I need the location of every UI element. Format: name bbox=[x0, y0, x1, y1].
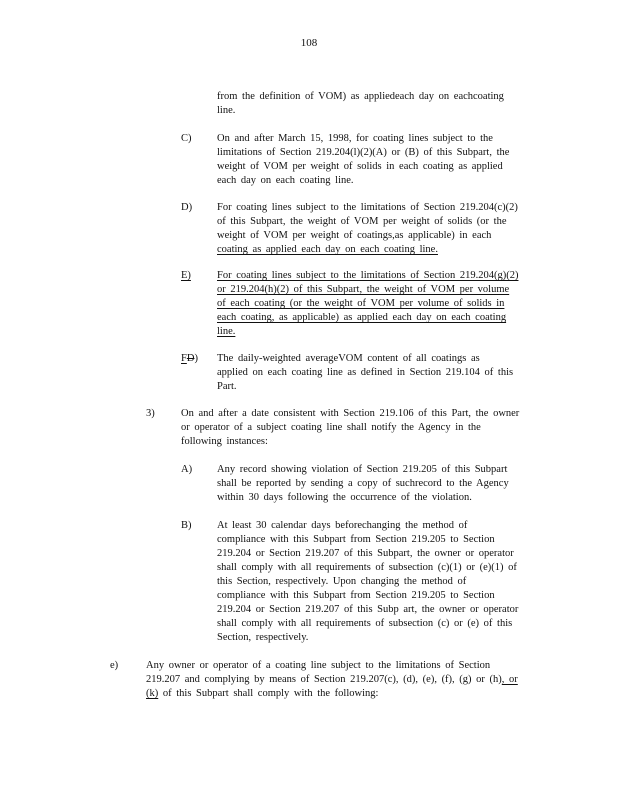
text-line: shall be reported by sending a copy of suchrecord to the Agency bbox=[217, 478, 509, 489]
text-line: The daily-weighted averageVOM content of all coatings as bbox=[217, 353, 480, 364]
text-line: following instances: bbox=[181, 436, 268, 447]
text-line: within 30 days following the occurrence of the violation. bbox=[217, 492, 472, 503]
text-line-underlined: or 219.204(h)(2) of this Subpart, the weight of VOM per volume bbox=[217, 284, 510, 295]
label-paren: ) bbox=[194, 353, 198, 364]
text-line: On and after March 15, 1998, for coating lines subject to the bbox=[217, 133, 493, 144]
text-line: At least 30 calendar days beforechanging the method of bbox=[217, 520, 468, 531]
continued-paragraph bbox=[217, 90, 504, 118]
item-label bbox=[181, 352, 198, 366]
text-run-underlined: , or bbox=[501, 674, 518, 685]
text-line: For coating lines subject to the limitations of Section 219.204(c)(2) bbox=[217, 202, 518, 213]
text-line: or operator of a subject coating line shall notify the Agency in the bbox=[181, 422, 481, 433]
item-text bbox=[217, 463, 509, 505]
item-label: B) bbox=[181, 520, 192, 531]
item-text bbox=[217, 132, 509, 188]
text-line: Part. bbox=[217, 381, 237, 392]
item-text bbox=[217, 352, 513, 394]
item-label: 3) bbox=[146, 408, 155, 419]
item-text bbox=[217, 519, 518, 645]
label-struck: D bbox=[186, 353, 195, 364]
label-inserted: F bbox=[181, 353, 187, 364]
text-line: compliance with this Subpart from Section 219.205 to Section bbox=[217, 534, 495, 545]
text-line: weight of VOM per weight of coatings,as applicable) in each bbox=[217, 230, 492, 241]
text-line: of this Subpart, the weight of VOM per weight of solids (or the bbox=[217, 216, 507, 227]
text-run: of this Subpart shall comply with the following: bbox=[158, 688, 379, 699]
item-label: A) bbox=[181, 464, 193, 475]
text-line: Section, respectively. bbox=[217, 632, 309, 643]
text-run: 219.207 and complying by means of Section 219.207(c), (d), (e), (f), (g) or (h) bbox=[146, 674, 502, 685]
text-line: shall comply with all requirements of subsection (c) or (e) of this bbox=[217, 618, 513, 629]
text-line-underlined: of each coating (or the weight of VOM per volume of solids in bbox=[217, 298, 505, 309]
item-text bbox=[217, 269, 518, 339]
text-line: On and after a date consistent with Section 219.106 of this Part, the owner bbox=[181, 408, 520, 419]
text-line: weight of VOM per weight of solids in each coating as applied bbox=[217, 161, 503, 172]
text-line: applied on each coating line as defined in Section 219.104 of this bbox=[217, 367, 514, 378]
text-line-underlined: line. bbox=[217, 326, 236, 337]
text-run-underlined: (k) bbox=[146, 688, 159, 699]
item-label: E) bbox=[181, 270, 191, 281]
text-line: this Section, respectively. Upon changing the method of bbox=[217, 576, 467, 587]
item-label: C) bbox=[181, 133, 192, 144]
text-line: from the definition of VOM) as appliedeach day on eachcoating bbox=[217, 91, 504, 102]
page-number: 108 bbox=[300, 37, 318, 49]
text-line: each day on each coating line. bbox=[217, 175, 354, 186]
text-line bbox=[146, 687, 518, 701]
item-text bbox=[217, 201, 518, 257]
text-line: 219.204 or Section 219.207 of this Subpart, the owner or operator bbox=[217, 548, 514, 559]
text-line: 219.204 or Section 219.207 of this Subp art, the owner or operator bbox=[217, 604, 519, 615]
text-line bbox=[146, 673, 518, 687]
text-line: shall comply with all requirements of subsection (c)(1) or (e)(1) of bbox=[217, 562, 517, 573]
text-line-underlined: each coating, as applicable) as applied each day on each coating bbox=[217, 312, 507, 323]
text-line: limitations of Section 219.204(l)(2)(A) or (B) of this Subpart, the bbox=[217, 147, 510, 158]
text-line: compliance with this Subpart from Section 219.205 to Section bbox=[217, 590, 495, 601]
text-line-underlined: coating as applied each day on each coating line. bbox=[217, 244, 438, 255]
text-line: Any record showing violation of Section 219.205 of this Subpart bbox=[217, 464, 508, 475]
item-text bbox=[181, 407, 519, 449]
item-label: D) bbox=[181, 202, 193, 213]
text-line-underlined: For coating lines subject to the limitations of Section 219.204(g)(2) bbox=[217, 270, 519, 281]
item-text bbox=[146, 659, 518, 701]
text-line: line. bbox=[217, 105, 236, 116]
item-label: e) bbox=[110, 660, 119, 671]
text-line: Any owner or operator of a coating line subject to the limitations of Section bbox=[146, 660, 491, 671]
